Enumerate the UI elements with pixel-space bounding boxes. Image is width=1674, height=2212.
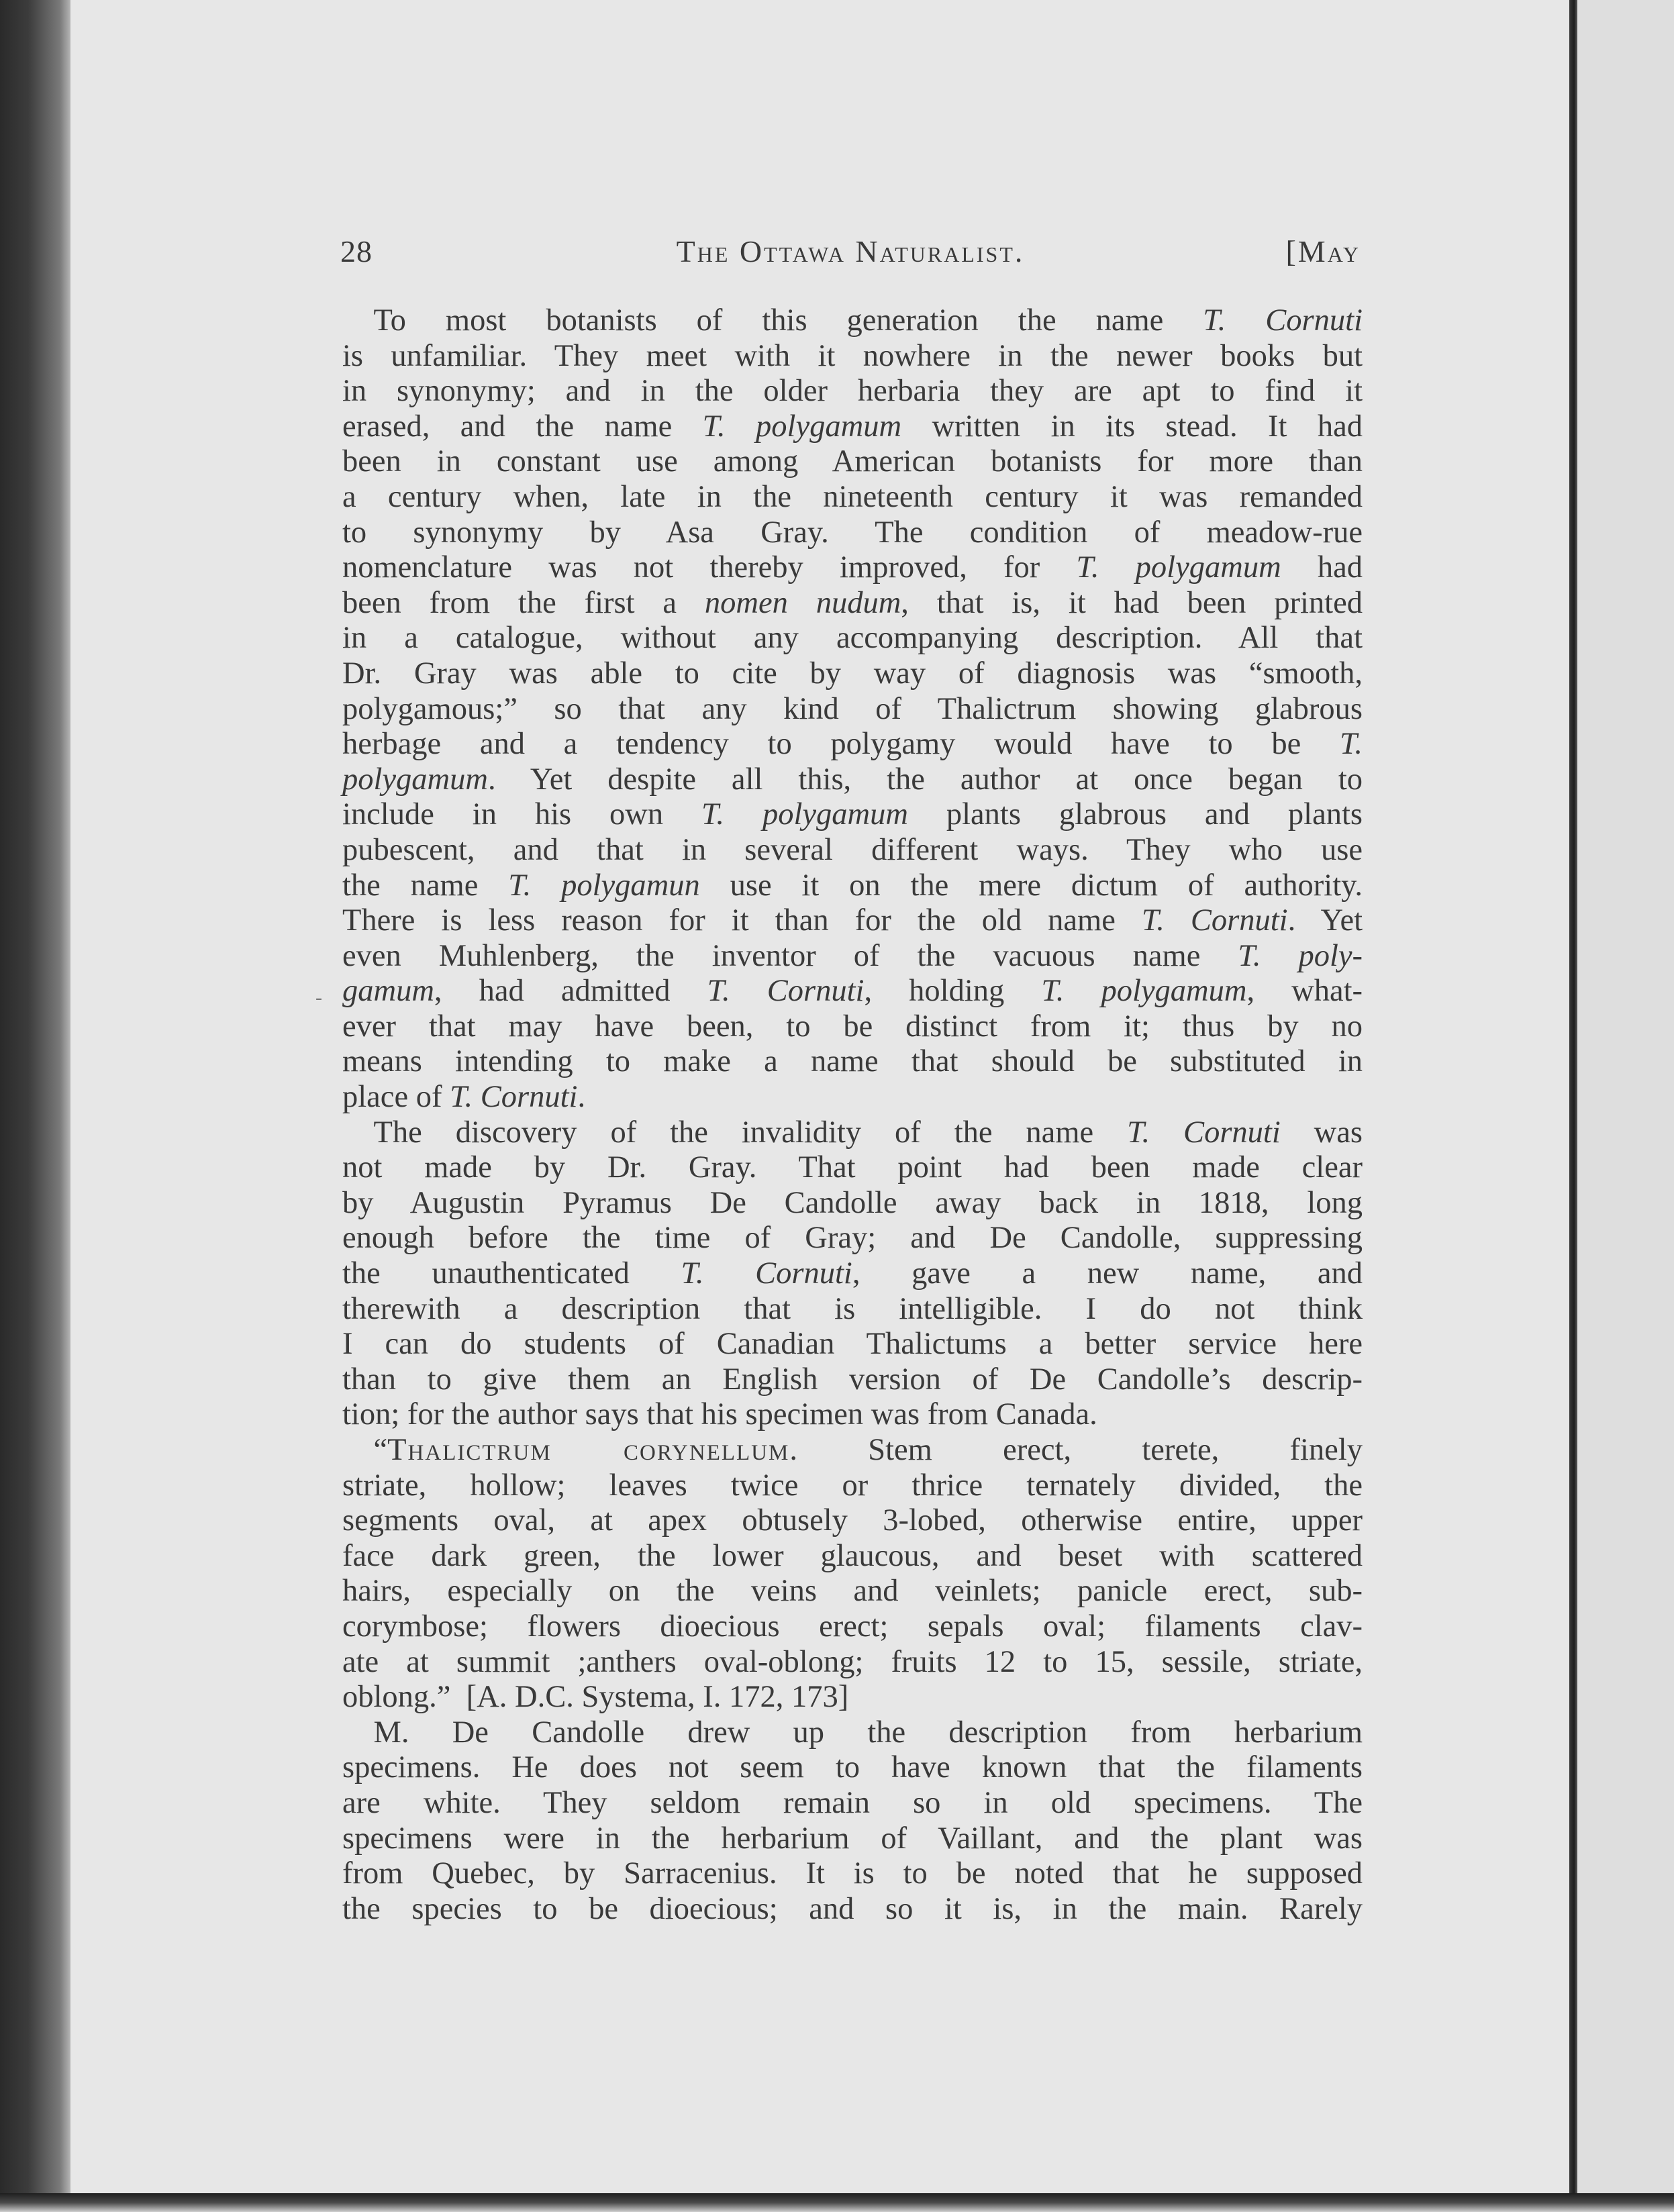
text-line: even Muhlenberg, the inventor of the vacuous name T. poly- xyxy=(342,938,1363,973)
text-line: ate at summit ;anthers oval-oblong; fruits 12 to 15, sessile, striate, xyxy=(342,1644,1363,1679)
text-line: There is less reason for it than for the old name T. Cornuti. Yet xyxy=(342,903,1363,938)
text-line: M. De Candolle drew up the description from herbarium xyxy=(342,1715,1363,1750)
text-line: means intending to make a name that should be substituted in xyxy=(342,1044,1363,1079)
margin-mark: - xyxy=(315,987,322,1009)
text-line: tion; for the author says that his specimen was from Canada. xyxy=(342,1397,1097,1432)
text-line: the unauthenticated T. Cornuti, gave a new name, and xyxy=(342,1256,1363,1291)
text-line: place of T. Cornuti. xyxy=(342,1080,586,1115)
scan-left-binding xyxy=(0,0,70,2212)
page-number: 28 xyxy=(340,234,373,268)
text-line: specimens. He does not seem to have known that the filaments xyxy=(342,1750,1363,1785)
text-line: erased, and the name T. polygamum written in its stead. It had xyxy=(342,409,1363,444)
text-line: from Quebec, by Sarracenius. It is to be noted that he supposed xyxy=(342,1856,1363,1891)
text-line: been from the first a nomen nudum, that is, it had been printed xyxy=(342,585,1363,620)
text-line: in a catalogue, without any accompanying description. All that xyxy=(342,621,1363,656)
scan-right-margin xyxy=(1577,0,1674,2212)
running-head xyxy=(340,234,1361,281)
text-line: a century when, late in the nineteenth century it was remanded xyxy=(342,479,1363,514)
text-line: gamum, had admitted T. Cornuti, holding T. polygamum, what- xyxy=(342,974,1363,1009)
journal-title: The Ottawa Naturalist. xyxy=(676,234,1025,268)
text-line: by Augustin Pyramus De Candolle away back in 1818, long xyxy=(342,1185,1363,1220)
text-line: herbage and a tendency to polygamy would have to be T. xyxy=(342,727,1363,762)
text-line: than to give them an English version of De Candolle’s descrip- xyxy=(342,1362,1363,1397)
text-line: segments oval, at apex obtusely 3-lobed, otherwise entire, upper xyxy=(342,1503,1363,1538)
text-line: oblong.” [A. D.C. Systema, I. 172, 173] xyxy=(342,1680,849,1715)
text-line: “Thalictrum corynellum. Stem erect, terete, finely xyxy=(342,1433,1363,1467)
text-line: specimens were in the herbarium of Vaillant, and the plant was xyxy=(342,1821,1363,1856)
text-line: to synonymy by Asa Gray. The condition of meadow-rue xyxy=(342,515,1363,550)
text-line: corymbose; flowers dioecious erect; sepals oval; filaments clav- xyxy=(342,1609,1363,1644)
body-text xyxy=(342,303,1363,1927)
text-line: To most botanists of this generation the name T. Cornuti xyxy=(342,303,1363,338)
text-line: Dr. Gray was able to cite by way of diagnosis was “smooth, xyxy=(342,656,1363,691)
text-line: been in constant use among American botanists for more than xyxy=(342,444,1363,479)
text-line: pubescent, and that in several different ways. They who use xyxy=(342,832,1363,867)
scan-right-edge xyxy=(1569,0,1577,2212)
text-line: I can do students of Canadian Thalictums a better service here xyxy=(342,1327,1363,1362)
text-line: striate, hollow; leaves twice or thrice ternately divided, the xyxy=(342,1468,1363,1503)
text-line: enough before the time of Gray; and De Candolle, suppressing xyxy=(342,1221,1363,1256)
text-line: therewith a description that is intelligible. I do not think xyxy=(342,1291,1363,1326)
text-line: nomenclature was not thereby improved, for T. polygamum had xyxy=(342,550,1363,585)
text-line: include in his own T. polygamum plants glabrous and plants xyxy=(342,797,1363,832)
scan-bottom-edge xyxy=(0,2193,1674,2212)
text-line: hairs, especially on the veins and veinlets; panicle erect, sub- xyxy=(342,1574,1363,1609)
text-line: face dark green, the lower glaucous, and beset with scattered xyxy=(342,1538,1363,1573)
text-line: is unfamiliar. They meet with it nowhere in the newer books but xyxy=(342,338,1363,373)
issue-month: [May xyxy=(1285,234,1361,268)
text-line: the name T. polygamun use it on the mere dictum of authority. xyxy=(342,868,1363,903)
text-line: the species to be dioecious; and so it is, in the main. Rarely xyxy=(342,1891,1363,1926)
text-line: not made by Dr. Gray. That point had been made clear xyxy=(342,1150,1363,1185)
text-line: are white. They seldom remain so in old specimens. The xyxy=(342,1785,1363,1820)
text-line: in synonymy; and in the older herbaria they are apt to find it xyxy=(342,374,1363,409)
text-line: polygamum. Yet despite all this, the author at once began to xyxy=(342,762,1363,797)
text-line: The discovery of the invalidity of the name T. Cornuti was xyxy=(342,1115,1363,1150)
text-line: ever that may have been, to be distinct from it; thus by no xyxy=(342,1009,1363,1044)
text-line: polygamous;” so that any kind of Thalictrum showing glabrous xyxy=(342,691,1363,726)
